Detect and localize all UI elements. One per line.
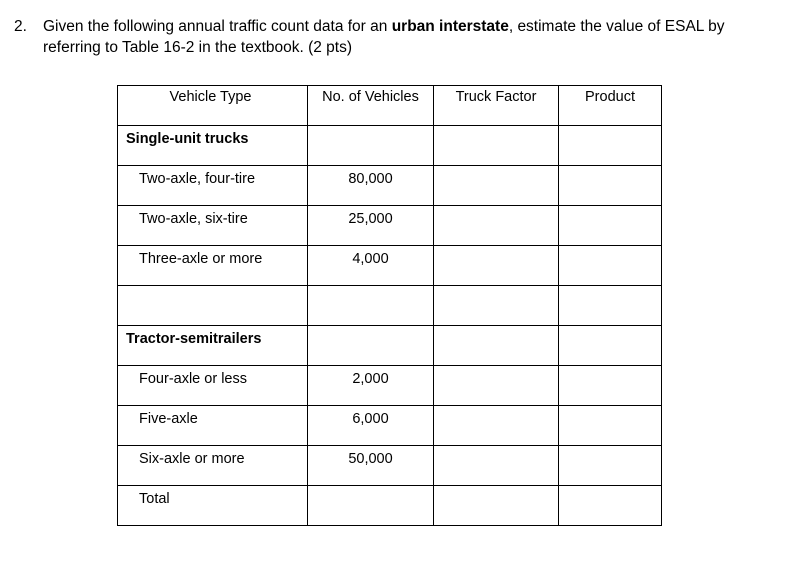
table-header-row [118,86,662,126]
num-vehicles-cell [308,326,434,366]
truck-factor-cell [434,326,559,366]
product-cell [559,486,662,526]
truck-factor-cell [434,166,559,206]
num-vehicles-cell: 25,000 [308,206,434,246]
question-text-before: Given the following annual traffic count data for an [43,18,392,35]
truck-factor-cell [434,246,559,286]
header-vehicle-type: Vehicle Type [118,86,308,126]
vehicle-type-cell: Six-axle or more [118,446,308,486]
header-truck-factor: Truck Factor [434,86,559,126]
product-cell [559,286,662,326]
num-vehicles-cell [308,286,434,326]
question-text [14,16,784,58]
table-row [118,126,662,166]
table-row [118,286,662,326]
truck-factor-cell [434,406,559,446]
question-text-after: , estimate the value of ESAL by referring to Table 16-2 in the textbook. (2 pts) [43,18,725,56]
vehicle-type-cell: Total [118,486,308,526]
esal-table [117,85,662,526]
vehicle-type-cell [118,286,308,326]
truck-factor-cell [434,486,559,526]
product-cell [559,326,662,366]
vehicle-type-cell: Two-axle, four-tire [118,166,308,206]
vehicle-type-cell: Tractor-semitrailers [118,326,308,366]
num-vehicles-cell: 2,000 [308,366,434,406]
table-row-total [118,486,662,526]
truck-factor-cell [434,206,559,246]
table-row [118,246,662,286]
product-cell [559,446,662,486]
product-cell [559,166,662,206]
product-cell [559,366,662,406]
header-num-vehicles: No. of Vehicles [308,86,434,126]
truck-factor-cell [434,366,559,406]
vehicle-type-cell: Four-axle or less [118,366,308,406]
table-row [118,406,662,446]
table-row [118,206,662,246]
table-row [118,326,662,366]
question-body [43,16,784,58]
vehicle-type-cell: Five-axle [118,406,308,446]
header-product: Product [559,86,662,126]
num-vehicles-cell: 50,000 [308,446,434,486]
table-row [118,446,662,486]
table-row [118,166,662,206]
truck-factor-cell [434,126,559,166]
vehicle-type-cell: Three-axle or more [118,246,308,286]
num-vehicles-cell: 6,000 [308,406,434,446]
truck-factor-cell [434,446,559,486]
num-vehicles-cell [308,126,434,166]
vehicle-type-cell: Single-unit trucks [118,126,308,166]
table-row [118,366,662,406]
num-vehicles-cell: 80,000 [308,166,434,206]
question-bold-phrase: urban interstate [391,18,509,35]
product-cell [559,406,662,446]
num-vehicles-cell: 4,000 [308,246,434,286]
vehicle-type-cell: Two-axle, six-tire [118,206,308,246]
product-cell [559,206,662,246]
product-cell [559,126,662,166]
question-number: 2. [14,18,27,35]
product-cell [559,246,662,286]
num-vehicles-cell [308,486,434,526]
truck-factor-cell [434,286,559,326]
